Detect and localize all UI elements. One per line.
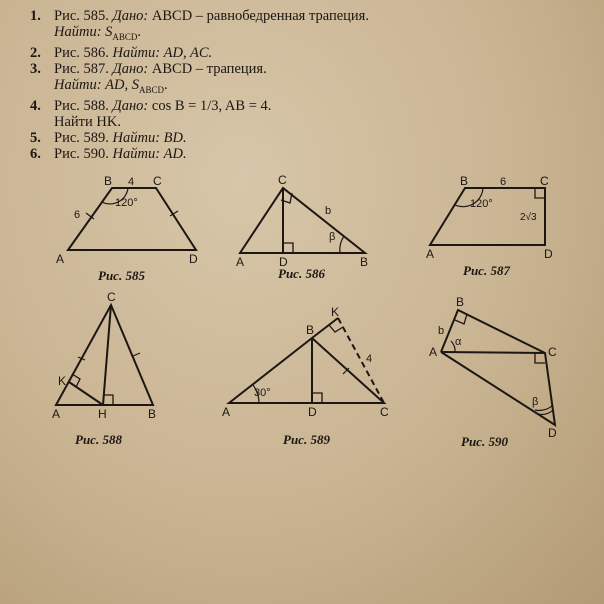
problem-number: 1. [30,8,41,24]
problem-4-find: Найти HK. [54,113,121,130]
label-D: D [279,255,288,269]
label-angle-alpha: α [455,336,462,348]
find-text: BD. [163,129,187,146]
caption-586: Рис. 586 [278,266,325,281]
right-angle-mark [535,188,545,198]
caption-588: Рис. 588 [75,432,122,447]
figure-586 [240,188,365,253]
right-angle-mark [329,325,343,332]
find-text: S [105,24,113,40]
caption-585: Рис. 585 [98,268,145,283]
caption-589: Рис. 589 [283,432,330,447]
label-side-b: b [325,205,332,217]
label-K: K [331,305,340,319]
keyword-find: Найти: [54,76,102,93]
caption-587: Рис. 587 [463,263,510,278]
label-side-ab: 6 [74,209,81,221]
diagonal-ac [441,352,545,353]
label-angle: 30° [254,387,271,399]
label-angle-beta: β [329,231,336,243]
figure-588 [56,305,153,405]
label-C: C [278,173,287,187]
label-D: D [548,426,557,440]
label-A: A [222,405,231,419]
label-side-b: b [438,325,445,337]
figure-ref: Рис. 587. [54,60,109,77]
problem-number: 4. [30,97,41,114]
label-C: C [540,174,549,188]
figure-ref: Рис. 585. [54,8,109,24]
keyword-given: Дано: [112,60,149,77]
find-end: . [137,24,142,40]
right-angle-mark [312,393,322,403]
label-C: C [380,405,389,419]
label-C: C [153,174,162,188]
triangle-586 [240,188,365,253]
label-angle: 120° [115,197,138,209]
label-B: B [148,407,157,421]
label-A: A [56,252,65,266]
right-angle-mark [283,243,293,253]
label-angle-beta: β [532,396,539,408]
extension-bk [312,318,338,338]
label-side-bc: 6 [500,176,507,188]
segment-ck-dashed [338,318,384,403]
label-side-cd: 2√3 [520,212,537,223]
given-text: cos B = 1/3, AB = 4. [151,97,272,114]
problem-number: 6. [30,145,41,162]
keyword-find: Найти: [112,129,161,146]
label-A: A [236,255,245,269]
tick-mark [133,353,140,356]
angle-arc-586 [340,236,344,253]
find-end: . [164,76,168,93]
altitude-ch [103,305,111,405]
figure-ref: Рис. 589. [54,129,109,146]
label-C: C [107,290,116,304]
label-A: A [52,407,61,421]
label-C: C [548,345,557,359]
label-D: D [544,247,553,261]
keyword-find: Найти: [112,145,161,162]
keyword-given: Дано: [112,8,149,24]
find-text: AD, S [105,76,139,93]
find-subscript: ABCD [139,84,165,95]
problem-number: 5. [30,129,41,146]
keyword-find: Найти: [54,24,102,40]
keyword-given: Дано: [112,97,149,114]
label-side-bc: 4 [128,176,135,188]
given-text: ABCD – равнобедренная трапеция. [151,8,369,24]
caption-590: Рис. 590 [461,434,508,449]
label-H: H [98,407,107,421]
find-subscript: ABCD [112,31,138,42]
label-D: D [308,405,317,419]
find-text: AD. [163,145,187,162]
given-text: ABCD – трапеция. [151,60,267,77]
triangle-589 [229,338,384,403]
keyword-find: Найти: [112,44,161,61]
figure-ref: Рис. 588. [54,97,109,114]
segment-hk [69,382,103,405]
label-B: B [360,255,369,269]
label-A: A [426,247,435,261]
find-text: AD, AC. [163,44,213,61]
label-angle: 120° [470,198,493,210]
label-B: B [104,174,113,188]
figure-ref: Рис. 586. [54,44,109,61]
label-A: A [429,345,438,359]
label-B: B [306,323,315,337]
label-B: B [456,295,465,309]
label-K: K [58,374,67,388]
right-angle-mark [535,353,545,363]
label-B: B [460,174,469,188]
problem-number: 3. [30,60,41,77]
figure-ref: Рис. 590. [54,145,109,162]
label-length: 4 [366,353,373,365]
label-D: D [189,252,198,266]
problem-number: 2. [30,44,41,61]
